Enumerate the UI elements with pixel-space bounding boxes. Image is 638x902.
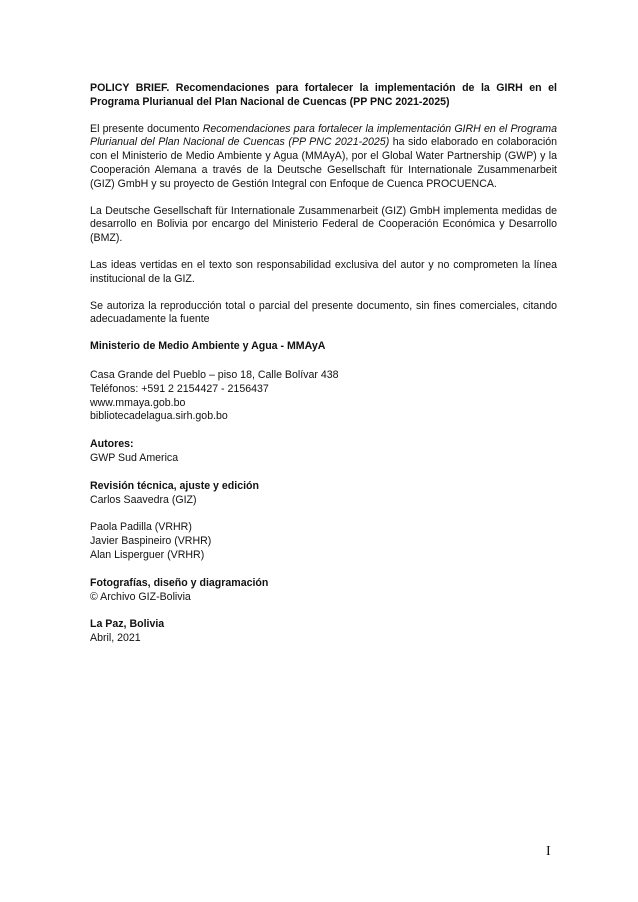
review-name: Carlos Saavedra (GIZ): [90, 493, 197, 506]
intro-prefix: El presente documento: [90, 122, 203, 135]
ministry-phones: Teléfonos: +591 2 2154427 - 2156437: [90, 382, 269, 395]
contributor: Javier Baspineiro (VRHR): [90, 535, 212, 548]
place-date-block: [90, 618, 557, 646]
place-city: La Paz, Bolivia: [90, 618, 165, 631]
design-credit: © Archivo GIZ-Bolivia: [90, 590, 191, 603]
contributor: Alan Lisperguer (VRHR): [90, 548, 205, 561]
ministry-library: bibliotecadelagua.sirh.gob.bo: [90, 410, 228, 423]
contributors-block: [90, 521, 557, 562]
giz-paragraph: La Deutsche Gesellschaft für Internationale Zusammenarbeit (GIZ) GmbH implementa medidas de desarrollo en Bolivia por encargo del Ministerio Federal de Cooperación Económica y Desarrollo (BMZ).: [90, 204, 557, 245]
review-block: [90, 480, 557, 508]
disclaimer-paragraph: Las ideas vertidas en el texto son responsabilidad exclusiva del autor y no comprometen la línea institucional de la GIZ.: [90, 258, 557, 285]
intro-paragraph: [90, 123, 557, 192]
authors-block: [90, 438, 557, 466]
authors-heading: Autores:: [90, 438, 134, 451]
authors-name: GWP Sud America: [90, 451, 179, 464]
ministry-contact-block: [90, 369, 557, 424]
ministry-website: www.mmaya.gob.bo: [90, 396, 186, 409]
credits-content: [90, 82, 557, 646]
ministry-name: Ministerio de Medio Ambiente y Agua - MMAyA: [90, 340, 326, 353]
ministry-address: Casa Grande del Pueblo – piso 18, Calle Bolívar 438: [90, 368, 339, 381]
page-number: I: [546, 844, 551, 859]
design-heading: Fotografías, diseño y diagramación: [90, 576, 269, 589]
publication-date: Abril, 2021: [90, 632, 141, 645]
contributor: Paola Padilla (VRHR): [90, 521, 192, 534]
design-block: [90, 577, 557, 605]
review-heading: Revisión técnica, ajuste y edición: [90, 479, 259, 492]
intro-document-title: Recomendaciones para fortalecer la implementación GIRH en el Programa Plurianual del Plan Nacional de Cuencas (PP PNC 2021-2025): [90, 122, 557, 149]
reproduction-paragraph: Se autoriza la reproducción total o parcial del presente documento, sin fines comerciales, citando adecuadamente la fuente: [90, 299, 557, 326]
intro-suffix: ha sido elaborado en colaboración con el Ministerio de Medio Ambiente y Agua (MMAyA), por el Global Water Partnership (GWP) y la Cooperación Alemana a través de la Deutsche Gesellschaft für Internationale Zusammenarbeit (GIZ) GmbH y su proyecto de Gestión Integral con Enfoque de Cuenca PROCUENCA.: [90, 136, 557, 190]
document-title: POLICY BRIEF. Recomendaciones para fortalecer la implementación de la GIRH en el Programa Plurianual del Plan Nacional de Cuencas (PP PNC 2021-2025): [90, 82, 557, 108]
